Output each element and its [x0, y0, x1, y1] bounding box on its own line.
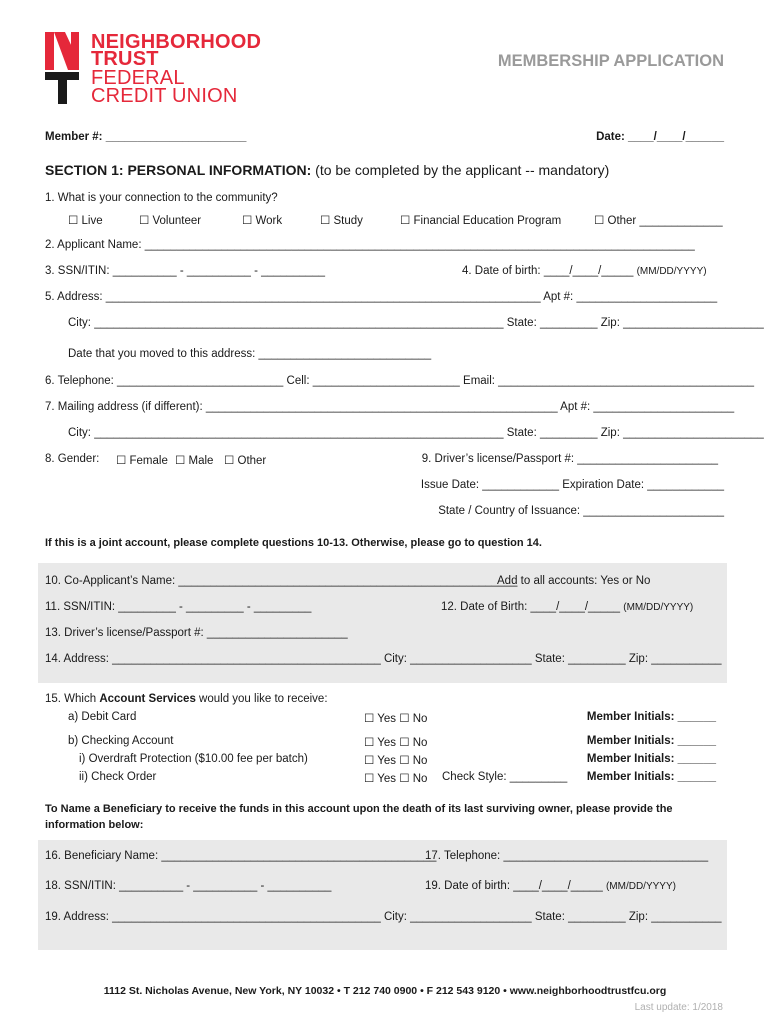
q1-question: 1. What is your connection to the community? — [45, 192, 278, 204]
co-applicant-dob-label: 12. Date of Birth: ____/____/_____ — [441, 601, 621, 613]
beneficiary-telephone-field[interactable]: 17. Telephone: ________________________________ — [425, 850, 709, 862]
beneficiary-note-line1: To Name a Beneficiary to receive the funds in this account upon the death of its last surviving owner, please provide the — [45, 803, 673, 815]
beneficiary-dob-field[interactable] — [425, 880, 676, 892]
check-order-label: ii) Check Order — [79, 771, 157, 783]
beneficiary-ssn-field[interactable]: 18. SSN/ITIN: __________ - __________ - __________ — [45, 880, 332, 892]
add-to-all-accounts[interactable]: Add to all accounts: Yes or No — [497, 575, 651, 587]
overdraft-protection-label: i) Overdraft Protection ($10.00 fee per batch) — [79, 753, 308, 765]
checkbox-study[interactable]: ☐ Study — [320, 215, 363, 227]
license-number-field[interactable]: 9. Driver’s license/Passport #: ______________________ — [421, 453, 718, 465]
mailing-city-state-zip-field[interactable]: City: ________________________________________________________________ State: _________ Zip: ______________________ — [68, 427, 764, 439]
brand-line-4: CREDIT UNION — [91, 85, 238, 107]
footer-contact: 1112 St. Nicholas Avenue, New York, NY 10032 • T 212 740 0900 • F 212 543 9120 • www.neighborhoodtrustfcu.org — [103, 985, 667, 997]
mailing-address-field[interactable]: 7. Mailing address (if different): _______________________________________________________ Apt #: ______________________ — [45, 401, 735, 413]
member-number-field[interactable]: Member #: ______________________ — [45, 131, 247, 143]
beneficiary-name-field[interactable]: 16. Beneficiary Name: ___________________________________________ — [45, 850, 437, 862]
logo-mark — [45, 32, 83, 104]
date-of-birth-label: 4. Date of birth: ____/____/_____ — [462, 265, 634, 277]
account-services-question — [45, 693, 328, 705]
city-state-zip-field[interactable]: City: ________________________________________________________________ State: _________ Zip: ______________________ — [68, 317, 764, 329]
checking-account-label: b) Checking Account — [68, 735, 174, 747]
section1-heading — [45, 162, 609, 178]
gender-label: 8. Gender: — [45, 453, 100, 465]
issue-expiration-field[interactable]: Issue Date: ____________ Expiration Date: ____________ — [420, 479, 724, 491]
beneficiary-note-line2: information below: — [45, 819, 144, 831]
debit-card-yes-no[interactable]: ☐ Yes ☐ No — [364, 713, 428, 725]
co-applicant-dob-field[interactable] — [441, 601, 693, 613]
issuance-state-field[interactable]: State / Country of Issuance: ______________________ — [438, 505, 724, 517]
check-order-initials[interactable]: Member Initials: ______ — [586, 771, 716, 783]
co-applicant-name-field[interactable]: 10. Co-Applicant’s Name: _____________________________________________________ — [45, 575, 518, 587]
check-order-yes-no[interactable]: ☐ Yes ☐ No — [364, 773, 428, 785]
overdraft-yes-no[interactable]: ☐ Yes ☐ No — [364, 755, 428, 767]
section1-heading-bold: SECTION 1: PERSONAL INFORMATION: — [45, 162, 312, 178]
applicant-name-field[interactable]: 2. Applicant Name: ______________________________________________________________________________________ — [45, 239, 695, 251]
checkbox-gender-other[interactable]: ☐ Other — [224, 455, 267, 467]
beneficiary-date-format-hint: (MM/DD/YYYY) — [605, 881, 676, 892]
beneficiary-address-field[interactable]: 19. Address: __________________________________________ City: ___________________ State: _________ Zip: ___________ — [45, 911, 722, 923]
brand-line-3: FEDERAL — [91, 67, 185, 89]
brand-line-1: NEIGHBORHOOD — [91, 31, 262, 53]
address-field[interactable]: 5. Address: ____________________________________________________________________ Apt #: ______________________ — [45, 291, 718, 303]
application-date-field[interactable]: Date: ____/____/______ — [596, 131, 724, 143]
co-applicant-date-format-hint: (MM/DD/YYYY) — [623, 602, 694, 613]
co-applicant-license-field[interactable]: 13. Driver’s license/Passport #: ______________________ — [45, 627, 348, 639]
ssn-field[interactable]: 3. SSN/ITIN: __________ - __________ - __________ — [45, 265, 326, 277]
q15-prefix: 15. Which — [45, 693, 100, 705]
checkbox-other-connection[interactable]: ☐ Other _____________ — [594, 215, 723, 227]
beneficiary-dob-label: 19. Date of birth: ____/____/_____ — [425, 880, 603, 892]
date-of-birth-field[interactable] — [462, 265, 707, 277]
co-applicant-ssn-field[interactable]: 11. SSN/ITIN: _________ - _________ - _________ — [45, 601, 312, 613]
brand-line-2: TRUST — [91, 48, 159, 70]
checking-account-initials[interactable]: Member Initials: ______ — [586, 735, 716, 747]
page-title: MEMBERSHIP APPLICATION — [497, 52, 724, 70]
checkbox-female[interactable]: ☐ Female — [116, 455, 168, 467]
date-format-hint: (MM/DD/YYYY) — [636, 266, 707, 277]
q15-bold: Account Services — [99, 693, 196, 705]
move-in-date-field[interactable]: Date that you moved to this address: ___________________________ — [68, 348, 432, 360]
last-update: Last update: 1/2018 — [634, 1002, 723, 1013]
telephone-cell-email-field[interactable]: 6. Telephone: __________________________ Cell: _______________________ Email: ________________________________________ — [45, 375, 755, 387]
checkbox-live[interactable]: ☐ Live — [68, 215, 103, 227]
checkbox-male[interactable]: ☐ Male — [175, 455, 214, 467]
section1-heading-rest: (to be completed by the applicant -- mandatory) — [311, 162, 610, 178]
q15-suffix: would you like to receive: — [195, 693, 328, 705]
debit-card-label: a) Debit Card — [68, 711, 137, 723]
debit-card-initials[interactable]: Member Initials: ______ — [586, 711, 716, 723]
overdraft-initials[interactable]: Member Initials: ______ — [586, 753, 716, 765]
co-applicant-address-field[interactable]: 14. Address: __________________________________________ City: ___________________ State: _________ Zip: ___________ — [45, 653, 722, 665]
checkbox-financial-education[interactable]: ☐ Financial Education Program — [400, 215, 562, 227]
checkbox-work[interactable]: ☐ Work — [242, 215, 283, 227]
check-style-field[interactable]: Check Style: _________ — [442, 771, 568, 783]
checking-account-yes-no[interactable]: ☐ Yes ☐ No — [364, 737, 428, 749]
checkbox-volunteer[interactable]: ☐ Volunteer — [139, 215, 202, 227]
joint-account-note: If this is a joint account, please complete questions 10-13. Otherwise, please go to question 14. — [45, 537, 542, 549]
